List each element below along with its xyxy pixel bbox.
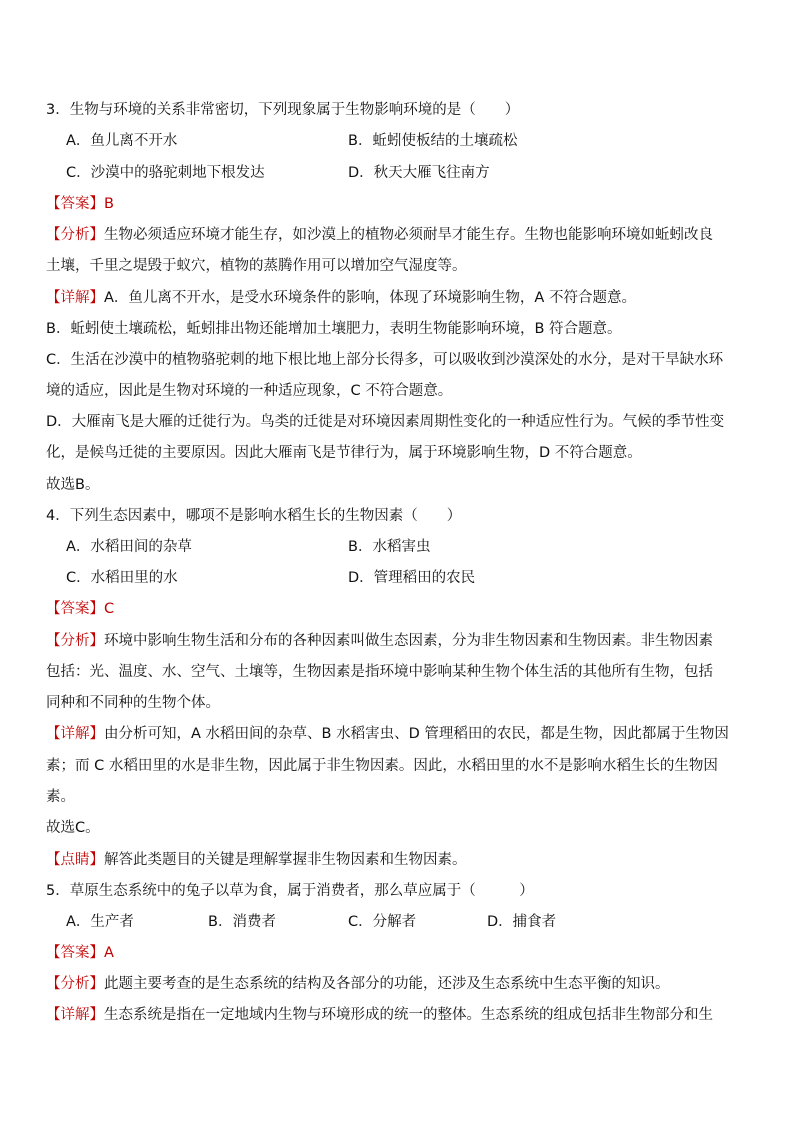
question-5-stem: 5．草原生态系统中的兔子以草为食，属于消费者，那么草应属于（ ）	[46, 883, 534, 899]
answer-value: A	[104, 945, 114, 961]
q4-analysis-line-3: 同种和不同种的生物个体。	[46, 695, 220, 711]
analysis-text: 此题主要考查的是生态系统的结构及各部分的功能，还涉及生态系统中生态平衡的知识。	[104, 976, 670, 992]
q3-analysis-line-2: 土壤，千里之堤毁于蚁穴，植物的蒸腾作用可以增加空气湿度等。	[46, 258, 467, 274]
detail-text: 由分析可知，A 水稻田间的杂草、B 水稻害虫、D 管理稻田的农民，都是生物，因此都属于生物因	[104, 726, 729, 742]
analysis-text: 生物必须适应环境才能生存，如沙漠上的植物必须耐旱才能生存。生物也能影响环境如蚯蚓改良	[104, 227, 713, 243]
answer-tag: 【答案】	[46, 196, 104, 212]
q3-conclusion: 故选B。	[46, 477, 100, 493]
question-4-stem: 4．下列生态因素中，哪项不是影响水稻生长的生物因素（ ）	[46, 508, 462, 524]
q4-option-b: B．水稻害虫	[348, 539, 431, 555]
q3-option-b: B．蚯蚓使板结的土壤疏松	[348, 133, 518, 149]
q5-option-c: C．分解者	[348, 914, 417, 930]
q3-detail-line-5: D．大雁南飞是大雁的迁徙行为。鸟类的迁徙是对环境因素周期性变化的一种适应性行为。气候的季节性变	[46, 414, 725, 430]
answer-value: C	[104, 601, 115, 617]
q3-detail-line-3: C．生活在沙漠中的植物骆驼刺的地下根比地上部分长得多，可以吸收到沙漠深处的水分，是对干旱缺水环	[46, 352, 724, 368]
q4-answer	[46, 598, 754, 620]
detail-tag: 【详解】	[46, 1007, 104, 1023]
analysis-tag: 【分析】	[46, 976, 104, 992]
q4-option-d: D．管理稻田的农民	[348, 570, 476, 586]
answer-tag: 【答案】	[46, 945, 104, 961]
q4-analysis-line-2: 包括：光、温度、水、空气、土壤等，生物因素是指环境中影响某种生物个体生活的其他所有生物，包括	[46, 664, 713, 680]
q3-analysis-line-1	[46, 224, 754, 246]
question-3-stem: 3．生物与环境的关系非常密切，下列现象属于生物影响环境的是（ ）	[46, 102, 520, 118]
detail-tag: 【详解】	[46, 726, 104, 742]
q5-analysis-line-1	[46, 973, 754, 995]
q3-option-d: D．秋天大雁飞往南方	[348, 165, 490, 181]
q3-option-c: C．沙漠中的骆驼刺地下根发达	[66, 165, 265, 181]
answer-value: B	[104, 196, 114, 212]
q5-option-b: B．消费者	[208, 914, 276, 930]
q4-detail-line-1	[46, 723, 754, 745]
q4-conclusion: 故选C。	[46, 820, 100, 836]
q5-option-d: D．捕食者	[487, 914, 557, 930]
q4-option-c: C．水稻田里的水	[66, 570, 178, 586]
q3-answer	[46, 193, 754, 215]
q4-tip	[46, 849, 754, 871]
q4-option-a: A．水稻田间的杂草	[66, 539, 192, 555]
q3-detail-line-1	[46, 287, 754, 309]
q4-detail-line-2: 素；而 C 水稻田里的水是非生物，因此属于非生物因素。因此，水稻田里的水不是影响水稻生长的生物因	[46, 758, 718, 774]
detail-text: 生态系统是指在一定地域内生物与环境形成的统一的整体。生态系统的组成包括非生物部分和生	[104, 1007, 713, 1023]
q3-detail-line-2: B．蚯蚓使土壤疏松，蚯蚓排出物还能增加土壤肥力，表明生物能影响环境，B 符合题意。	[46, 321, 622, 337]
q3-detail-line-4: 境的适应，因此是生物对环境的一种适应现象，C 不符合题意。	[46, 383, 453, 399]
answer-tag: 【答案】	[46, 601, 104, 617]
detail-tag: 【详解】	[46, 290, 104, 306]
q4-analysis-line-1	[46, 630, 754, 652]
q5-answer	[46, 942, 754, 964]
q4-detail-line-3: 素。	[46, 789, 75, 805]
q5-option-a: A．生产者	[66, 914, 134, 930]
detail-text: A．鱼儿离不开水，是受水环境条件的影响，体现了环境影响生物，A 不符合题意。	[104, 290, 636, 306]
tip-tag: 【点睛】	[46, 852, 104, 868]
q3-detail-line-6: 化，是候鸟迁徙的主要原因。因此大雁南飞是节律行为，属于环境影响生物，D 不符合题意。	[46, 445, 642, 461]
analysis-text: 环境中影响生物生活和分布的各种因素叫做生态因素，分为非生物因素和生物因素。非生物因素	[104, 633, 713, 649]
q3-option-a: A．鱼儿离不开水	[66, 133, 178, 149]
analysis-tag: 【分析】	[46, 633, 104, 649]
q5-detail-line-1	[46, 1004, 754, 1026]
analysis-tag: 【分析】	[46, 227, 104, 243]
tip-text: 解答此类题目的关键是理解掌握非生物因素和生物因素。	[104, 852, 467, 868]
